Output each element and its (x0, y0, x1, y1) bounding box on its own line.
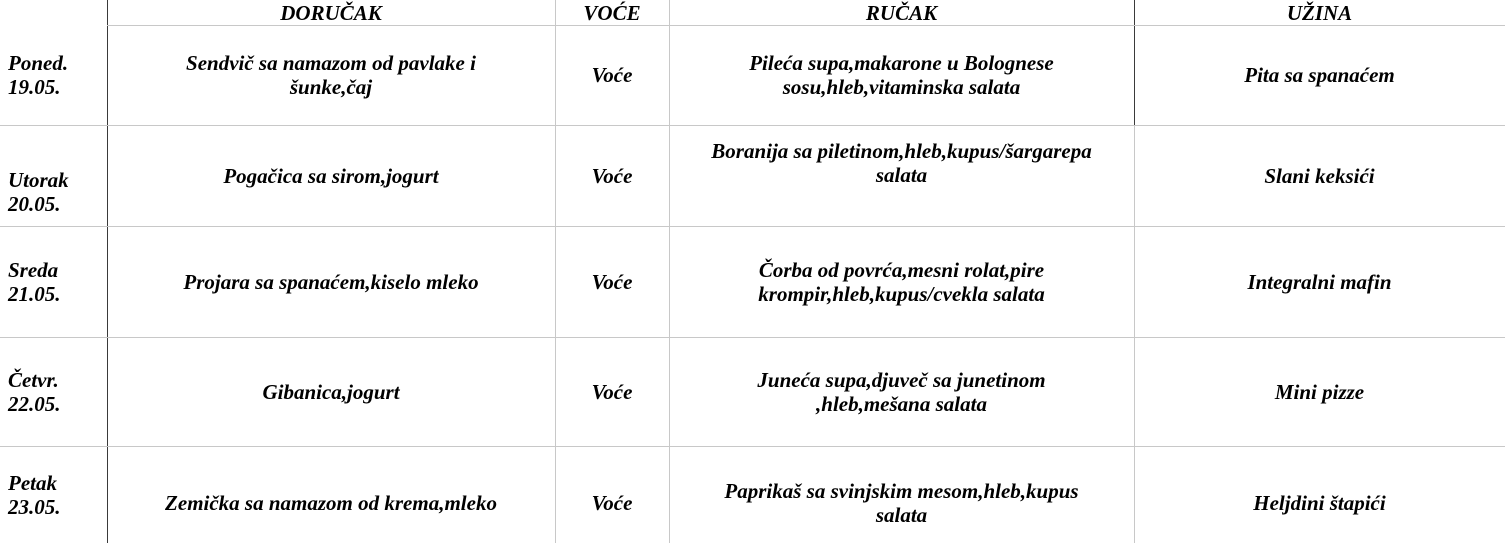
breakfast-line: Projara sa spanaćem,kiselo mleko (183, 269, 479, 294)
fruit-cell: Voće (591, 163, 633, 188)
day-cell (0, 125, 107, 226)
breakfast-cell (107, 226, 555, 337)
lunch-cell (669, 125, 1134, 200)
snack-cell: Pita sa spanaćem (1244, 63, 1395, 87)
breakfast-line: Pogačica sa sirom,jogurt (223, 163, 439, 188)
breakfast-line: Gibanica,jogurt (262, 379, 400, 404)
day-date: 20.05. (8, 192, 61, 216)
header-snack: UŽINA (1286, 1, 1353, 25)
lunch-cell (669, 446, 1134, 559)
lunch-line: Pileća supa,makarone u Bolognese (749, 51, 1054, 75)
day-cell (0, 25, 107, 125)
breakfast-line: Sendvič sa namazom od pavlake i (186, 51, 476, 75)
lunch-cell (669, 226, 1134, 337)
breakfast-cell (107, 25, 555, 125)
lunch-cell (669, 25, 1134, 125)
lunch-line: Juneća supa,djuveč sa junetinom (757, 367, 1046, 392)
fruit-cell: Voće (591, 63, 633, 87)
day-cell (0, 226, 107, 337)
day-date: 22.05. (8, 391, 61, 416)
snack-cell: Heljdini štapići (1253, 490, 1386, 515)
snack-cell: Slani keksići (1264, 163, 1375, 188)
header-breakfast: DORUČAK (280, 1, 382, 25)
breakfast-cell (107, 337, 555, 446)
day-date: 23.05. (8, 494, 61, 519)
fruit-cell: Voće (591, 269, 633, 294)
snack-cell: Mini pizze (1274, 379, 1365, 404)
day-name: Petak (8, 470, 57, 495)
snack-cell: Integralni mafin (1247, 269, 1392, 294)
lunch-line: krompir,hleb,kupus/cvekla salata (758, 281, 1045, 306)
lunch-line: ,hleb,mešana salata (816, 391, 987, 416)
day-name: Utorak (8, 168, 69, 192)
day-date: 19.05. (8, 75, 61, 99)
day-cell (0, 337, 107, 446)
day-date: 21.05. (8, 281, 61, 306)
day-name: Četvr. (8, 367, 59, 392)
header-lunch: RUČAK (865, 1, 938, 25)
breakfast-cell (107, 446, 555, 559)
lunch-cell (669, 337, 1134, 446)
day-name: Sreda (8, 257, 59, 282)
lunch-line: salata (875, 162, 928, 187)
breakfast-line: Zemička sa namazom od krema,mleko (165, 490, 497, 515)
fruit-cell: Voće (591, 379, 633, 404)
breakfast-line: šunke,čaj (289, 75, 373, 99)
lunch-line: Čorba od povrća,mesni rolat,pire (758, 257, 1045, 282)
lunch-line: sosu,hleb,vitaminska salata (782, 75, 1021, 99)
fruit-cell: Voće (591, 490, 633, 515)
lunch-line: Boranija sa piletinom,hleb,kupus/šargarepa (711, 138, 1092, 163)
breakfast-cell (107, 125, 555, 226)
lunch-line: Paprikaš sa svinjskim mesom,hleb,kupus (724, 478, 1079, 503)
day-name: Poned. (8, 51, 69, 75)
header-fruit: VOĆE (583, 1, 641, 25)
day-cell (0, 446, 107, 543)
lunch-line: salata (875, 502, 928, 527)
